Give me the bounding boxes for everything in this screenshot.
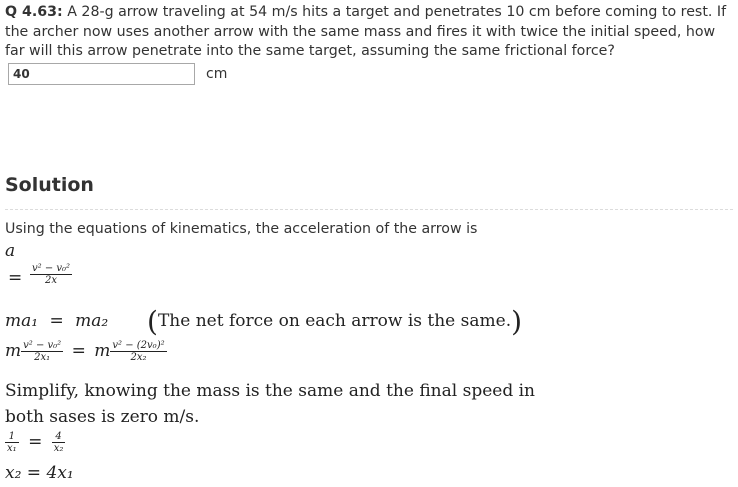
eq1-fraction	[30, 263, 72, 286]
eq2-row	[5, 305, 522, 338]
eq3-num2: v² − (2v₀)²	[112, 340, 165, 351]
solution-intro: Using the equations of kinematics, the acceleration of the arrow is	[5, 221, 478, 237]
eq1-denominator: 2x	[45, 275, 58, 286]
eq4-den2: x₂	[53, 443, 64, 454]
eq3-row	[5, 340, 167, 363]
eq2-rhs: ma₂	[75, 311, 109, 331]
question-text	[5, 3, 733, 62]
eq2-paren-open: (	[147, 305, 158, 338]
eq3-equals: =	[71, 341, 86, 361]
eq1-numerator: v² − v₀²	[32, 263, 71, 274]
simplify-text: Simplify, knowing the mass is the same and the final speed in both sases is zero m/s.	[5, 381, 535, 427]
eq4-row	[5, 431, 65, 454]
answer-input[interactable]: 40	[8, 63, 195, 85]
question-label: Q 4.63:	[5, 4, 63, 20]
eq3-den2: 2x₂	[130, 352, 147, 363]
eq4-den1: x₁	[7, 443, 17, 454]
eq1-lhs: a	[5, 241, 16, 261]
eq4-num2: 4	[52, 431, 66, 443]
question-body: A 28-g arrow traveling at 54 m/s hits a target and penetrates 10 cm before coming to rest. If the archer now uses another arrow with the same mass and fires it with twice the initial speed, how far will this arrow penetrate into the same target, assuming the same frictional force?	[5, 4, 727, 59]
solution-title: Solution	[5, 174, 94, 196]
answer-unit: cm	[206, 66, 228, 82]
eq2-lhs: ma₁	[5, 311, 39, 331]
eq2-equals: =	[49, 311, 64, 331]
eq3-den1: 2x₁	[34, 352, 51, 363]
eq4-equals: =	[28, 432, 43, 452]
eq4-num1: 1	[5, 431, 19, 443]
eq5-result: x₂ = 4x₁	[5, 463, 74, 483]
divider	[5, 209, 733, 210]
eq1-equals: =	[8, 268, 23, 288]
eq2-paren-close: )	[511, 305, 523, 338]
eq3-m1: m	[5, 341, 22, 361]
eq3-num1: v² − v₀²	[23, 340, 62, 351]
eq2-note: The net force on each arrow is the same.	[157, 311, 512, 331]
eq3-m2: m	[94, 341, 111, 361]
